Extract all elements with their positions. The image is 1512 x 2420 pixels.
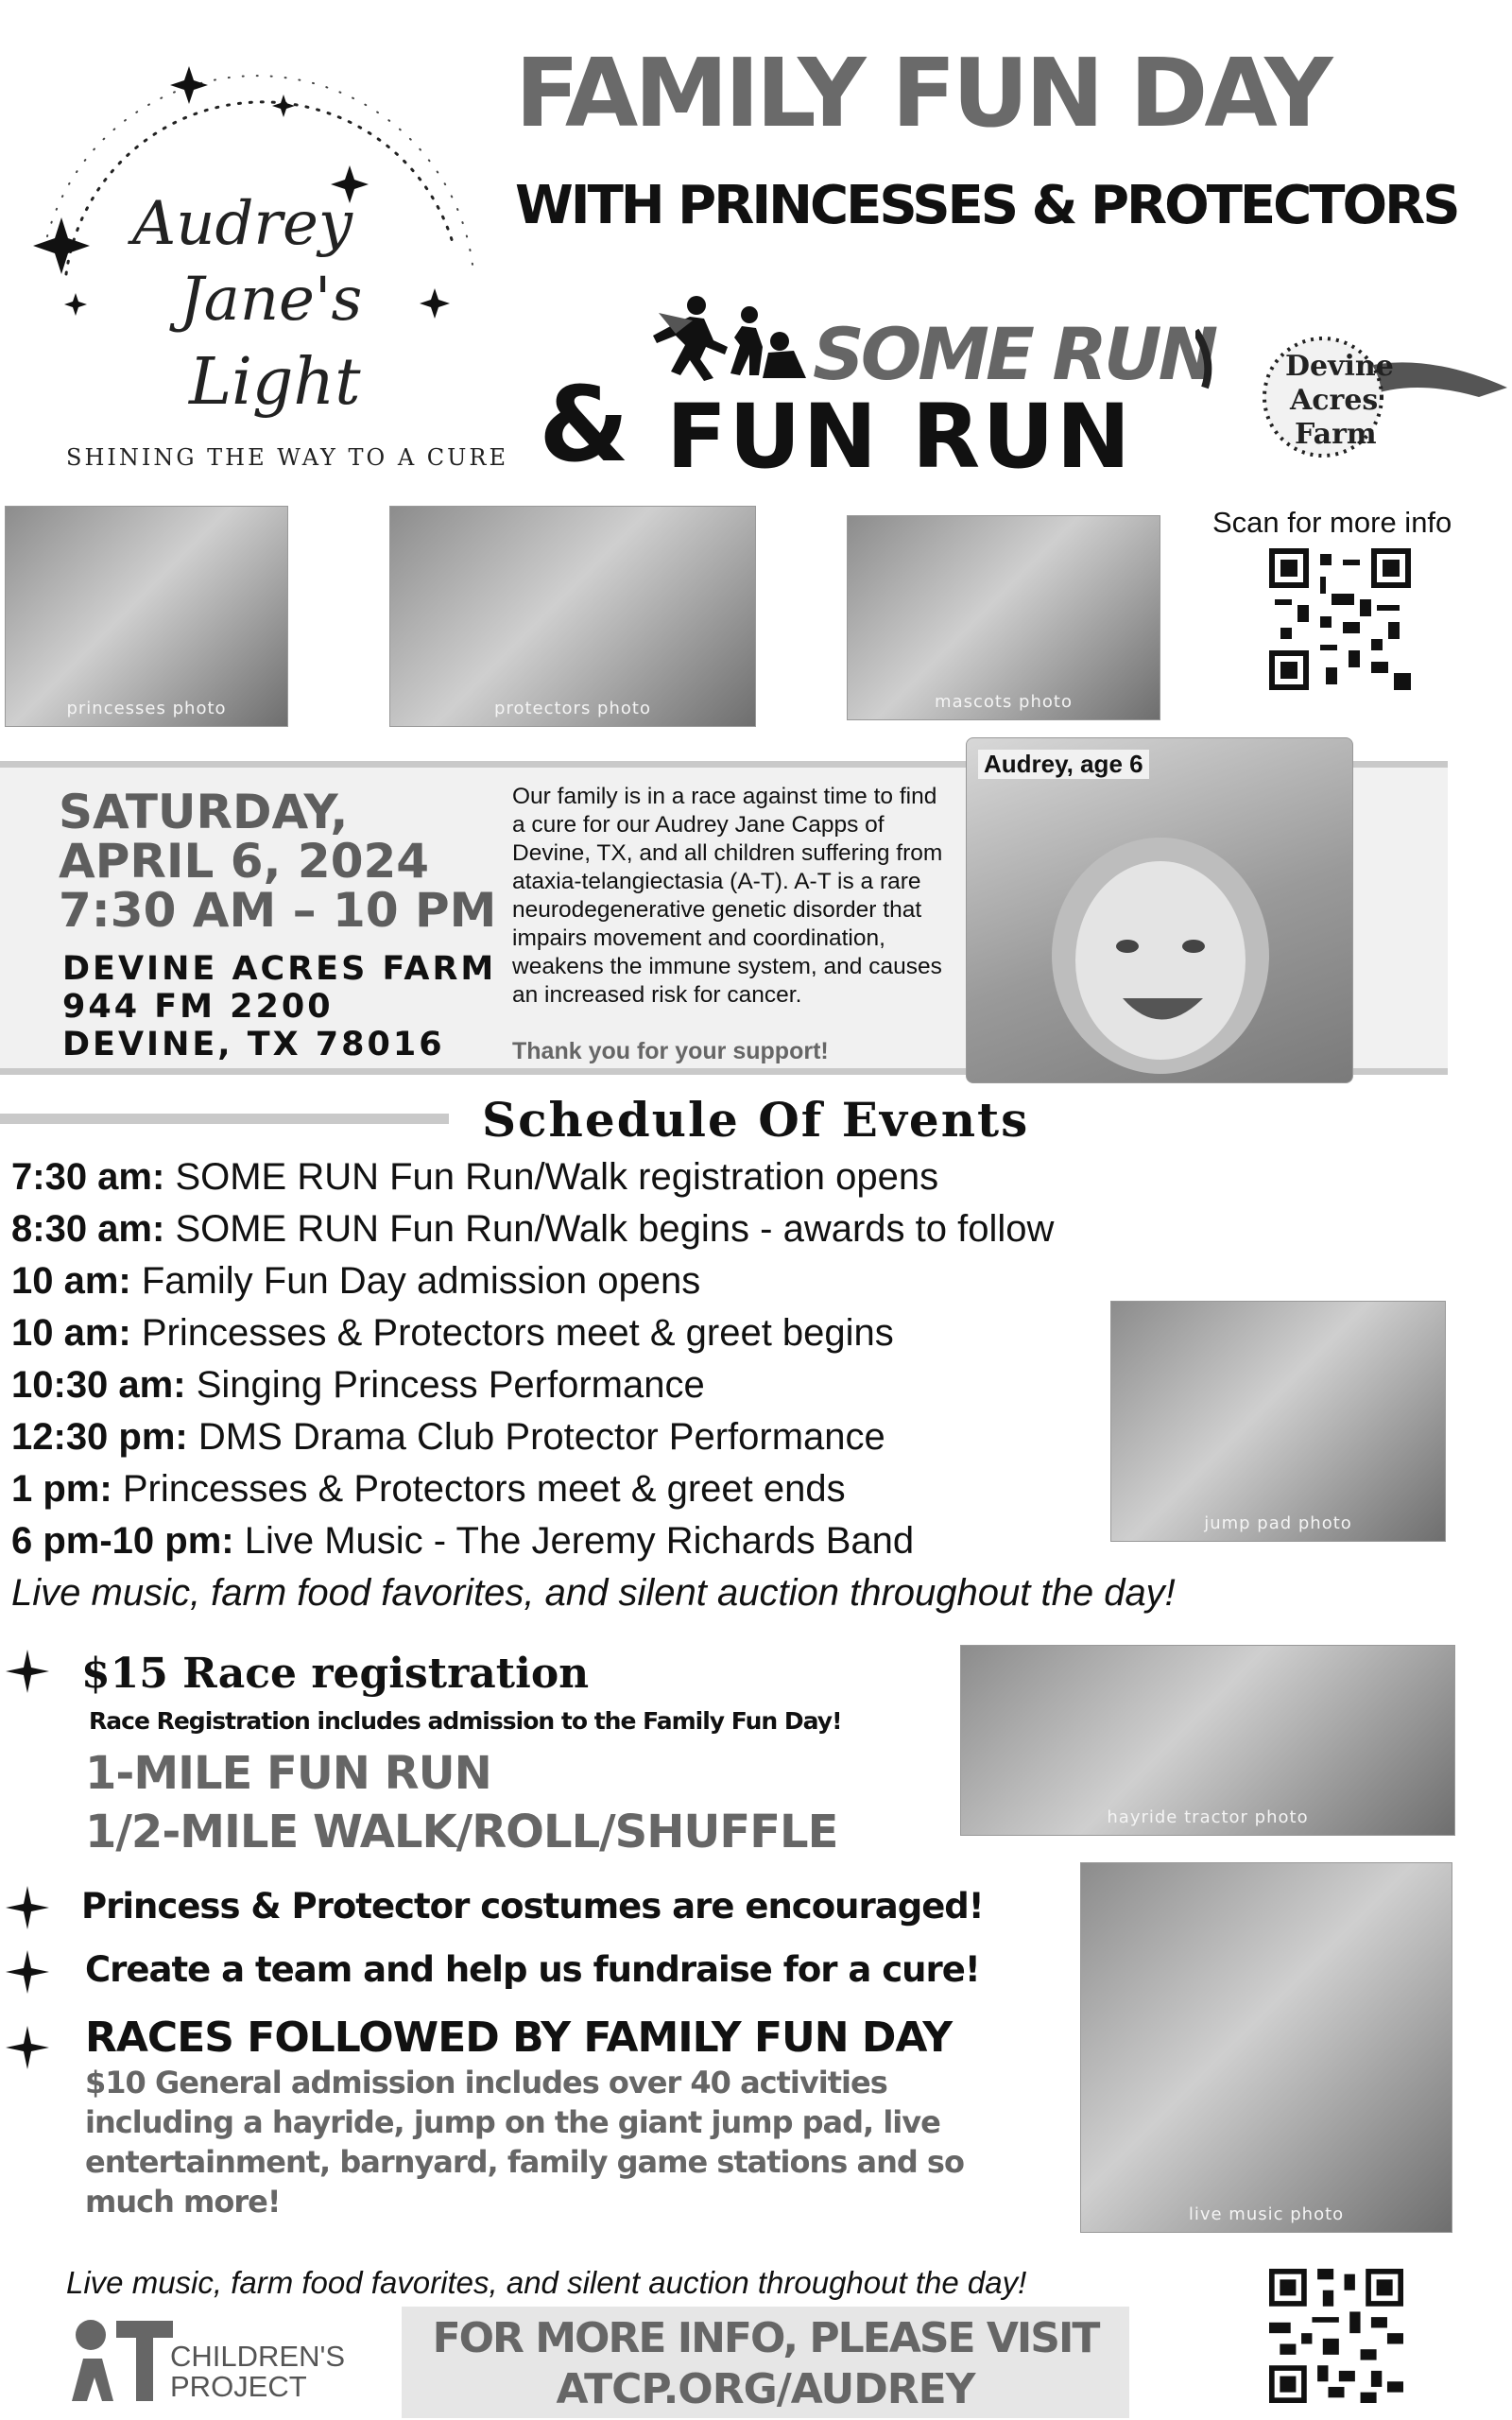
logo-name-line2: Jane's	[180, 265, 363, 335]
event-date-line1: SATURDAY,	[59, 785, 349, 839]
logo-name-line3: Light	[189, 345, 361, 420]
tractor-photo: hayride tractor photo	[960, 1645, 1455, 1836]
event-time: 7:30 AM – 10 PM	[59, 883, 497, 938]
team-bullet: Create a team and help us fundraise for a cure!	[85, 1949, 980, 1990]
farm-badge-line1: Devine	[1285, 350, 1394, 383]
child-face-graphic	[1023, 795, 1297, 1079]
schedule-divider	[0, 1114, 449, 1124]
schedule-item: 10 am: Family Fun Day admission opens	[11, 1260, 701, 1302]
event-date-line2: APRIL 6, 2024	[59, 834, 430, 889]
atcp-logo-line2: PROJECT	[170, 2370, 307, 2403]
farm-badge	[1195, 312, 1512, 463]
event-venue: DEVINE ACRES FARM	[62, 950, 497, 988]
qr-top-caption: Scan for more info	[1212, 506, 1452, 539]
star-bullet-icon	[6, 1650, 49, 1693]
race-note: Race Registration includes admission to the Family Fun Day!	[89, 1707, 842, 1735]
admission-details: $10 General admission includes over 40 activities including a hayride, jump on the giant jump pad, live entertainment, barnyard, family game stations and so much more!	[85, 2065, 964, 2220]
event-city: DEVINE, TX 78016	[62, 1026, 445, 1063]
visit-url[interactable]: ATCP.ORG/AUDREY	[556, 2365, 975, 2413]
schedule-item: 8:30 am: SOME RUN Fun Run/Walk begins - awards to follow	[11, 1208, 1055, 1250]
schedule-item: 1 pm: Princesses & Protectors meet & greet ends	[11, 1468, 846, 1510]
visit-line1: FOR MORE INFO, PLEASE VISIT	[432, 2314, 1099, 2362]
star-bullet-icon	[6, 2026, 49, 2069]
schedule-item: 10 am: Princesses & Protectors meet & greet begins	[11, 1312, 894, 1354]
atcp-logo-icon	[64, 2311, 178, 2406]
story-text: Our family is in a race against time to find a cure for our Audrey Jane Capps of Devine, TX, and all children suffering from ataxia-telangiectasia (A-T). A-T is a rare neurodegenerative genetic disorder that impairs movement and coordination, weakens the immune system, and causes an increased risk for cancer.	[512, 784, 943, 1008]
event-street: 944 FM 2200	[62, 988, 334, 1026]
runners-icon	[638, 288, 808, 383]
star-bullet-icon	[6, 1950, 49, 1994]
schedule-list	[11, 1151, 1176, 1619]
logo	[9, 28, 510, 501]
singer-photo: live music photo	[1080, 1862, 1452, 2233]
audrey-photo-caption: Audrey, age 6	[978, 750, 1149, 779]
schedule-item: 6 pm-10 pm: Live Music - The Jeremy Richards Band	[11, 1520, 915, 1562]
protectors-photo: protectors photo	[389, 506, 756, 727]
farm-badge-line2: Acres	[1290, 384, 1379, 417]
atcp-logo	[64, 2311, 376, 2406]
visit-banner[interactable]	[402, 2307, 1129, 2418]
schedule-footnote: Live music, farm food favorites, and silent auction throughout the day!	[11, 1572, 1176, 1614]
schedule-title: Schedule Of Events	[482, 1092, 1030, 1148]
race-option-2: 1/2-MILE WALK/ROLL/SHUFFLE	[85, 1806, 838, 1858]
race-price: $15 Race registration	[81, 1650, 590, 1698]
star-bullet-icon	[6, 1886, 49, 1929]
footer-tagline: Live music, farm food favorites, and silent auction throughout the day!	[66, 2265, 1027, 2300]
ampersand: &	[539, 364, 629, 485]
race-option-1: 1-MILE FUN RUN	[85, 1747, 491, 1800]
princesses-photo: princesses photo	[5, 506, 288, 727]
schedule-item: 7:30 am: SOME RUN Fun Run/Walk registration opens	[11, 1156, 939, 1198]
fun-run-title: FUN RUN	[666, 386, 1133, 489]
some-run-title: SOME RUN	[813, 312, 1215, 396]
qr-code-bottom[interactable]	[1269, 2269, 1403, 2403]
atcp-logo-line1: CHILDREN'S	[170, 2340, 346, 2373]
farm-badge-line3: Farm	[1295, 418, 1377, 451]
logo-tagline: SHINING THE WAY TO A CURE	[66, 444, 508, 471]
schedule-item: 12:30 pm: DMS Drama Club Protector Performance	[11, 1416, 885, 1458]
costumes-bullet: Princess & Protector costumes are encouraged!	[81, 1886, 984, 1927]
audrey-photo	[966, 737, 1353, 1083]
schedule-item: 10:30 am: Singing Princess Performance	[11, 1364, 705, 1406]
logo-name-line1: Audrey	[132, 189, 353, 259]
page-subtitle: WITH PRINCESSES & PROTECTORS	[515, 175, 1458, 236]
family-fun-day-bullet: RACES FOLLOWED BY FAMILY FUN DAY	[85, 2014, 953, 2062]
page-title: FAMILY FUN DAY	[515, 38, 1330, 148]
mascots-photo: mascots photo	[847, 515, 1160, 720]
story-thanks: Thank you for your support!	[512, 1038, 829, 1064]
jump-pad-photo: jump pad photo	[1110, 1301, 1446, 1542]
qr-code-top[interactable]	[1269, 548, 1411, 690]
